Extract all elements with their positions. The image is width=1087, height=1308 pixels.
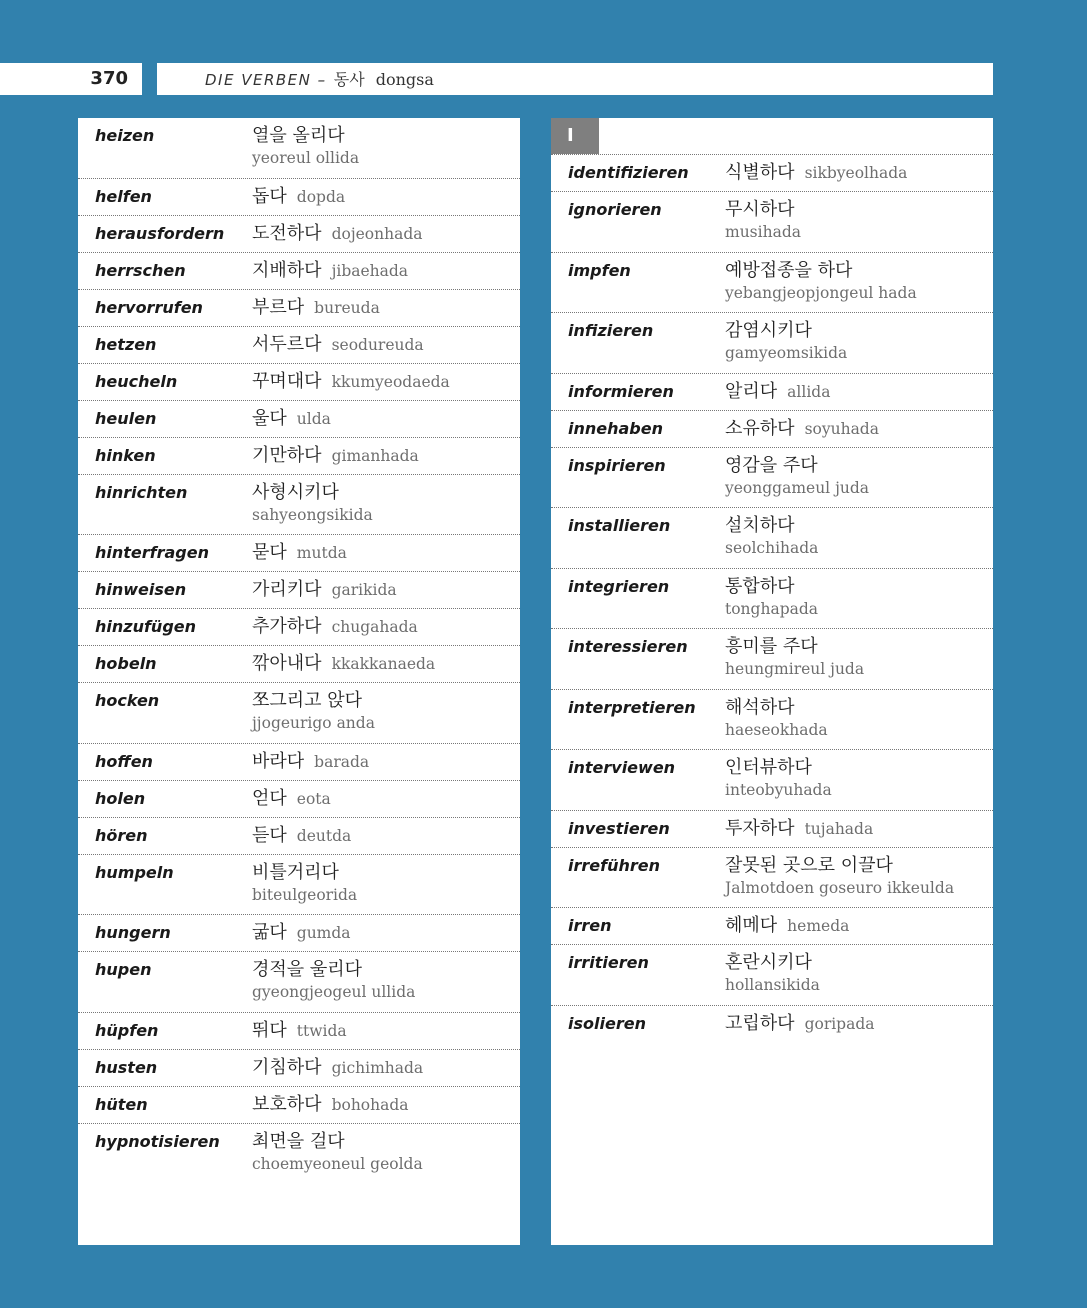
korean-verb: 열을 올리다 bbox=[252, 125, 345, 146]
vocab-row bbox=[78, 744, 520, 781]
romanization: hollansikida bbox=[725, 976, 820, 994]
translation bbox=[252, 653, 520, 682]
vocab-row bbox=[551, 811, 993, 848]
translation bbox=[252, 1131, 520, 1185]
section-title-korean: 동사 bbox=[333, 70, 365, 89]
translation bbox=[725, 515, 993, 568]
translation bbox=[252, 334, 520, 363]
vocab-row bbox=[78, 572, 520, 609]
korean-verb: 무시하다 bbox=[725, 199, 795, 220]
korean-verb: 추가하다 bbox=[252, 616, 322, 637]
vocab-row bbox=[78, 952, 520, 1013]
german-verb: irren bbox=[568, 916, 612, 935]
korean-verb: 영감을 주다 bbox=[725, 454, 818, 476]
korean-verb: 잘못된 곳으로 이끌다 bbox=[725, 854, 893, 876]
vocab-row bbox=[78, 855, 520, 916]
romanization: jjogeurigo anda bbox=[252, 714, 375, 732]
romanization: yeonggameul juda bbox=[725, 478, 870, 497]
romanization: tujahada bbox=[804, 819, 874, 838]
vocab-row bbox=[551, 848, 993, 909]
translation bbox=[252, 1020, 520, 1049]
section-title: DIE VERBEN – bbox=[205, 71, 327, 89]
korean-verb: 인터뷰하다 bbox=[725, 757, 812, 778]
german-verb: herrschen bbox=[95, 260, 186, 280]
german-verb: interviewen bbox=[568, 758, 676, 777]
vocab-row bbox=[551, 1006, 993, 1043]
vocab-row bbox=[551, 313, 993, 374]
translation bbox=[252, 862, 520, 915]
german-verb: heucheln bbox=[95, 371, 178, 391]
translation bbox=[725, 818, 993, 847]
romanization: yebangjeopjongeul hada bbox=[725, 283, 917, 302]
romanization: kkumyeodaeda bbox=[331, 372, 450, 391]
romanization: gichimhada bbox=[331, 1058, 424, 1077]
german-verb: hinzufügen bbox=[95, 617, 197, 636]
german-verb: installieren bbox=[568, 516, 671, 535]
korean-verb: 깎아내다 bbox=[252, 653, 322, 674]
romanization: sikbyeolhada bbox=[804, 164, 908, 182]
romanization: dopda bbox=[296, 187, 346, 206]
vocab-row bbox=[78, 683, 520, 744]
vocab-column-left bbox=[78, 118, 520, 1245]
vocab-row bbox=[78, 1087, 520, 1124]
translation bbox=[725, 381, 993, 410]
translation bbox=[252, 825, 520, 854]
romanization: ulda bbox=[296, 409, 331, 428]
romanization: heungmireul juda bbox=[725, 660, 865, 678]
translation bbox=[725, 697, 993, 750]
vocab-row bbox=[78, 327, 520, 364]
german-verb: hinweisen bbox=[95, 580, 187, 599]
korean-verb: 경적을 울리다 bbox=[252, 959, 363, 980]
romanization: bureuda bbox=[314, 298, 380, 317]
translation bbox=[725, 320, 993, 373]
korean-verb: 감염시키다 bbox=[725, 320, 812, 341]
vocab-row bbox=[78, 609, 520, 646]
romanization: sahyeongsikida bbox=[252, 505, 373, 524]
romanization: gyeongjeogeul ullida bbox=[252, 983, 416, 1001]
translation bbox=[725, 952, 993, 1005]
german-verb: heizen bbox=[95, 126, 155, 145]
translation bbox=[725, 162, 993, 191]
korean-verb: 고립하다 bbox=[725, 1012, 795, 1034]
vocab-row bbox=[551, 908, 993, 945]
translation bbox=[252, 579, 520, 608]
romanization: hemeda bbox=[787, 917, 850, 935]
translation bbox=[252, 482, 520, 535]
korean-verb: 최면을 걸다 bbox=[252, 1130, 345, 1152]
romanization: eota bbox=[296, 789, 331, 808]
german-verb: hinken bbox=[95, 445, 156, 465]
german-verb: integrieren bbox=[568, 576, 670, 596]
german-verb: inspirieren bbox=[568, 455, 666, 475]
translation bbox=[252, 922, 520, 951]
romanization: deutda bbox=[296, 826, 352, 845]
romanization: ttwida bbox=[296, 1021, 347, 1040]
romanization: jibaehada bbox=[331, 261, 409, 280]
korean-verb: 바라다 bbox=[252, 750, 305, 772]
german-verb: husten bbox=[95, 1057, 158, 1077]
romanization: gumda bbox=[296, 924, 351, 942]
letter-tab: I bbox=[551, 118, 599, 154]
translation bbox=[252, 186, 520, 215]
german-verb: hypnotisieren bbox=[95, 1131, 220, 1151]
german-verb: infizieren bbox=[568, 321, 654, 340]
page-number: 370 bbox=[0, 63, 142, 95]
german-verb: hervorrufen bbox=[95, 297, 203, 317]
vocab-row bbox=[78, 535, 520, 572]
korean-verb: 보호하다 bbox=[252, 1093, 322, 1115]
romanization: garikida bbox=[331, 581, 397, 599]
korean-verb: 묻다 bbox=[252, 542, 287, 563]
romanization: chugahada bbox=[331, 618, 418, 636]
korean-verb: 서두르다 bbox=[252, 333, 322, 355]
german-verb: hocken bbox=[95, 691, 160, 710]
korean-verb: 듣다 bbox=[252, 824, 287, 846]
korean-verb: 뛰다 bbox=[252, 1019, 287, 1041]
vocab-row bbox=[551, 155, 993, 192]
romanization: goripada bbox=[804, 1014, 875, 1033]
vocab-row bbox=[551, 192, 993, 253]
german-verb: hinrichten bbox=[95, 482, 188, 502]
vocab-row bbox=[78, 475, 520, 536]
translation bbox=[725, 418, 993, 447]
vocab-row bbox=[551, 411, 993, 448]
romanization: barada bbox=[314, 752, 370, 771]
letter-section-header bbox=[551, 118, 993, 155]
vocab-row bbox=[551, 569, 993, 630]
korean-verb: 돕다 bbox=[252, 185, 287, 207]
vocab-row bbox=[78, 1013, 520, 1050]
german-verb: ignorieren bbox=[568, 200, 662, 219]
german-verb: informieren bbox=[568, 381, 674, 401]
vocab-row bbox=[551, 448, 993, 509]
translation bbox=[725, 757, 993, 810]
romanization: musihada bbox=[725, 223, 801, 241]
vocab-row bbox=[551, 945, 993, 1006]
korean-verb: 알리다 bbox=[725, 380, 778, 402]
romanization: choemyeoneul geolda bbox=[252, 1154, 423, 1173]
german-verb: irreführen bbox=[568, 855, 660, 875]
korean-verb: 헤메다 bbox=[725, 915, 778, 936]
romanization: yeoreul ollida bbox=[252, 149, 360, 167]
korean-verb: 비틀거리다 bbox=[252, 861, 339, 883]
romanization: Jalmotdoen goseuro ikkeulda bbox=[725, 878, 955, 897]
korean-verb: 투자하다 bbox=[725, 817, 795, 839]
german-verb: holen bbox=[95, 788, 146, 808]
german-verb: hören bbox=[95, 825, 148, 845]
vocab-row bbox=[78, 216, 520, 253]
vocab-column-right bbox=[551, 118, 993, 1245]
translation bbox=[252, 408, 520, 437]
translation bbox=[252, 959, 520, 1012]
vocab-row bbox=[551, 508, 993, 569]
translation bbox=[252, 1094, 520, 1123]
romanization: kkakkanaeda bbox=[331, 655, 436, 673]
vocab-row bbox=[78, 438, 520, 475]
german-verb: herausfordern bbox=[95, 223, 225, 243]
romanization: tonghapada bbox=[725, 599, 819, 618]
translation bbox=[252, 690, 520, 743]
korean-verb: 통합하다 bbox=[725, 575, 795, 597]
romanization: bohohada bbox=[331, 1095, 409, 1114]
translation bbox=[252, 751, 520, 780]
german-verb: investieren bbox=[568, 818, 670, 838]
translation bbox=[252, 371, 520, 400]
romanization: biteulgeorida bbox=[252, 885, 358, 904]
translation bbox=[252, 542, 520, 571]
german-verb: heulen bbox=[95, 408, 157, 428]
german-verb: hüpfen bbox=[95, 1020, 159, 1040]
romanization: seodureuda bbox=[331, 335, 424, 354]
korean-verb: 기만하다 bbox=[252, 444, 322, 466]
german-verb: humpeln bbox=[95, 862, 174, 882]
korean-verb: 부르다 bbox=[252, 296, 305, 318]
translation bbox=[725, 1013, 993, 1043]
german-verb: interpretieren bbox=[568, 697, 696, 717]
translation bbox=[252, 1057, 520, 1086]
korean-verb: 도전하다 bbox=[252, 222, 322, 244]
vocab-row bbox=[78, 781, 520, 818]
korean-verb: 얻다 bbox=[252, 787, 287, 809]
romanization: seolchihada bbox=[725, 539, 819, 557]
german-verb: hungern bbox=[95, 923, 171, 942]
korean-verb: 꾸며대다 bbox=[252, 370, 322, 392]
korean-verb: 울다 bbox=[252, 407, 287, 429]
german-verb: hupen bbox=[95, 960, 152, 979]
german-verb: innehaben bbox=[568, 418, 663, 438]
translation bbox=[725, 199, 993, 252]
korean-verb: 예방접종을 하다 bbox=[725, 259, 853, 281]
vocab-row bbox=[78, 290, 520, 327]
korean-verb: 혼란시키다 bbox=[725, 952, 812, 973]
vocab-row bbox=[78, 1050, 520, 1087]
korean-verb: 식별하다 bbox=[725, 162, 795, 183]
german-verb: hinterfragen bbox=[95, 543, 209, 562]
german-verb: hetzen bbox=[95, 334, 157, 354]
korean-verb: 설치하다 bbox=[725, 515, 795, 536]
german-verb: hüten bbox=[95, 1094, 148, 1114]
vocab-row bbox=[551, 690, 993, 751]
korean-verb: 기침하다 bbox=[252, 1056, 322, 1078]
german-verb: hoffen bbox=[95, 751, 153, 771]
korean-verb: 지배하다 bbox=[252, 259, 322, 281]
vocab-row bbox=[551, 629, 993, 690]
korean-verb: 쪼그리고 앉다 bbox=[252, 690, 363, 711]
romanization: allida bbox=[787, 382, 831, 401]
vocab-row bbox=[78, 401, 520, 438]
german-verb: impfen bbox=[568, 260, 631, 280]
translation bbox=[252, 297, 520, 326]
german-verb: helfen bbox=[95, 186, 152, 206]
translation bbox=[252, 223, 520, 252]
translation bbox=[725, 855, 993, 908]
translation bbox=[252, 260, 520, 289]
vocab-row bbox=[78, 179, 520, 216]
vocab-row bbox=[78, 253, 520, 290]
romanization: soyuhada bbox=[804, 419, 879, 438]
romanization: gamyeomsikida bbox=[725, 344, 848, 362]
translation bbox=[252, 788, 520, 817]
german-verb: irritieren bbox=[568, 953, 649, 972]
romanization: gimanhada bbox=[331, 446, 419, 465]
vocab-row bbox=[78, 646, 520, 683]
translation bbox=[252, 125, 520, 178]
german-verb: hobeln bbox=[95, 654, 157, 673]
vocab-row bbox=[78, 818, 520, 855]
translation bbox=[725, 576, 993, 629]
running-header bbox=[157, 63, 993, 95]
romanization: inteobyuhada bbox=[725, 781, 832, 799]
german-verb: isolieren bbox=[568, 1013, 646, 1033]
section-title-romanized: dongsa bbox=[375, 70, 434, 89]
german-verb: identifizieren bbox=[568, 163, 689, 182]
romanization: mutda bbox=[296, 544, 347, 562]
korean-verb: 해석하다 bbox=[725, 696, 795, 718]
korean-verb: 가리키다 bbox=[252, 579, 322, 600]
korean-verb: 굶다 bbox=[252, 922, 287, 943]
german-verb: interessieren bbox=[568, 637, 688, 656]
vocab-row bbox=[551, 750, 993, 811]
vocab-row bbox=[78, 1124, 520, 1185]
translation bbox=[725, 455, 993, 508]
korean-verb: 사형시키다 bbox=[252, 481, 339, 503]
vocab-row bbox=[78, 118, 520, 179]
vocab-row bbox=[78, 915, 520, 952]
korean-verb: 소유하다 bbox=[725, 417, 795, 439]
korean-verb: 흥미를 주다 bbox=[725, 636, 818, 657]
vocab-row bbox=[551, 253, 993, 314]
vocab-row bbox=[78, 364, 520, 401]
translation bbox=[725, 260, 993, 313]
vocab-row bbox=[551, 374, 993, 411]
translation bbox=[725, 636, 993, 689]
translation bbox=[725, 915, 993, 944]
romanization: dojeonhada bbox=[331, 224, 423, 243]
translation bbox=[252, 445, 520, 474]
translation bbox=[252, 616, 520, 645]
romanization: haeseokhada bbox=[725, 720, 828, 739]
